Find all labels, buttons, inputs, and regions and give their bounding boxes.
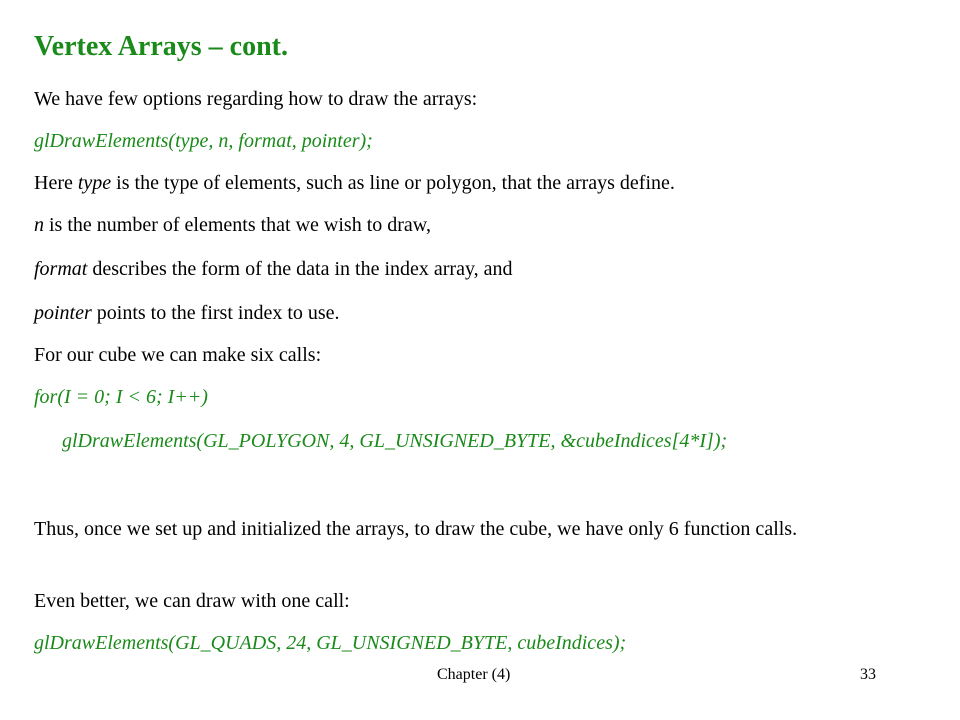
- format-term: format: [34, 258, 88, 280]
- n-desc-text: is the number of elements that we wish to draw,: [44, 214, 431, 236]
- n-description: [34, 212, 431, 238]
- slide-title: Vertex Arrays – cont.: [34, 31, 289, 62]
- pointer-term: pointer: [34, 302, 92, 324]
- footer-chapter: Chapter (4): [437, 666, 511, 683]
- loop-body-code: glDrawElements(GL_POLYGON, 4, GL_UNSIGNED_BYTE, &cubeIndices[4*I]);: [62, 430, 728, 452]
- cube-intro-line: For our cube we can make six calls:: [34, 344, 322, 366]
- one-call-line: Even better, we can draw with one call:: [34, 590, 350, 612]
- format-desc-text: describes the form of the data in the index array, and: [87, 258, 513, 280]
- pointer-desc-text: points to the first index to use.: [91, 302, 340, 324]
- format-description: [34, 256, 513, 282]
- page-number: 33: [860, 666, 876, 683]
- n-term: n: [34, 214, 44, 236]
- summary-paragraph: Thus, once we set up and initialized the arrays, to draw the cube, we have only 6 function calls.: [34, 518, 798, 540]
- function-signature: glDrawElements(type, n, format, pointer);: [34, 130, 373, 152]
- single-call-code: glDrawElements(GL_QUADS, 24, GL_UNSIGNED_BYTE, cubeIndices);: [34, 632, 627, 654]
- type-description: [34, 170, 675, 196]
- intro-line: We have few options regarding how to draw the arrays:: [34, 88, 478, 110]
- type-desc-prefix: Here: [34, 172, 78, 194]
- type-term: type: [77, 172, 112, 194]
- for-loop-code: for(I = 0; I < 6; I++): [34, 386, 208, 408]
- pointer-description: [34, 300, 340, 326]
- type-desc-text: is the type of elements, such as line or polygon, that the arrays define.: [111, 172, 675, 194]
